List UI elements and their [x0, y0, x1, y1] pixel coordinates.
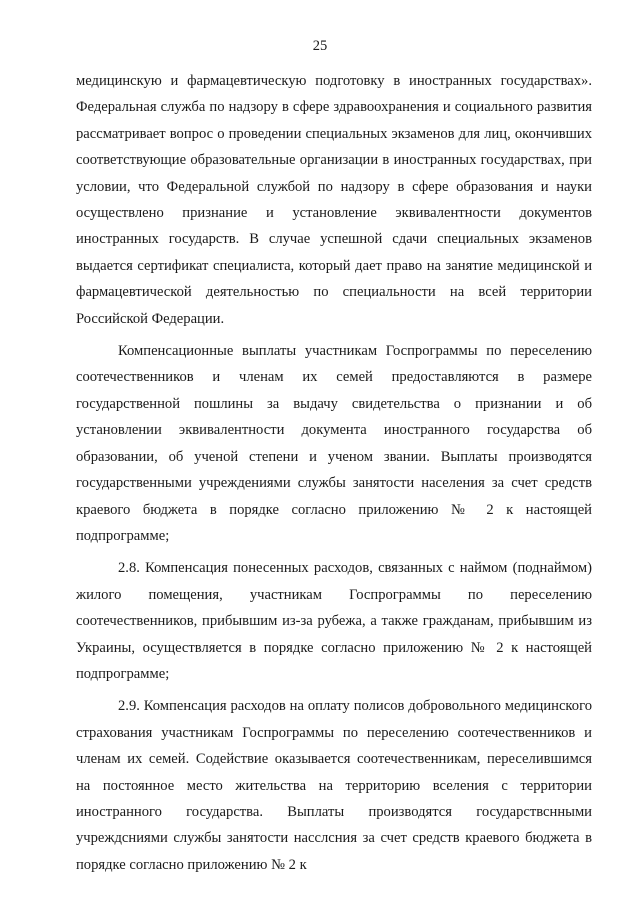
page-number: 25 [312, 38, 328, 54]
document-body [76, 68, 592, 878]
paragraph-2-8: 2.8. Компенсация понесенных расходов, связанных с наймом (поднаймом) жилого помещения, участникам Госпрограммы по переселению соотечественников, прибывшим из-за рубежа, а также гражданам, прибывшим из Украины, осуществляется в порядке согласно приложению № 2 к настоящей подпрограмме; [76, 560, 592, 682]
paragraph-2-9: 2.9. Компенсация расходов на оплату полисов добровольного медицинского страхования участникам Госпрограммы по переселению соотечественников и членам их семей. Содействие оказывается соотечественникам, переселившимся на постоянное место жительства на территорию вселения с территории иностранного государства. Выплаты производятся государствснными учреждсниями службы занятости насслсния за счет средств краевого бюджета в порядке согласно приложению № 2 к [76, 698, 592, 873]
paragraph-continuation: медицинскую и фармацевтическую подготовку в иностранных государствах». Федеральная служба по надзору в сфере здравоохранения и социального развития рассматривает вопрос о проведении специальных экзаменов для лиц, окончивших соответствующие образовательные организации в иностранных государствах, при условии, что Федеральной службой по надзору в сфере образования и науки осуществлено признание и установление эквивалентности документов иностранных государств. В случае успешной сдачи специальных экзаменов выдается сертификат специалиста, который дает право на занятие медицинской и фармацевтической деятельностью по специальности на всей территории Российской Федерации. [76, 73, 592, 327]
paragraph-compensation-payments: Компенсационные выплаты участникам Госпрограммы по переселению соотечественников и членам их семей предоставляются в размере государственной пошлины за выдачу свидетельства о признании и об установлении эквивалентности документа иностранного государства об образовании, об ученой степени и ученом звании. Выплаты производятся государственными учреждениями службы занятости населения за счет средств краевого бюджета в порядке согласно приложению № 2 к настоящей подпрограмме; [76, 343, 592, 544]
